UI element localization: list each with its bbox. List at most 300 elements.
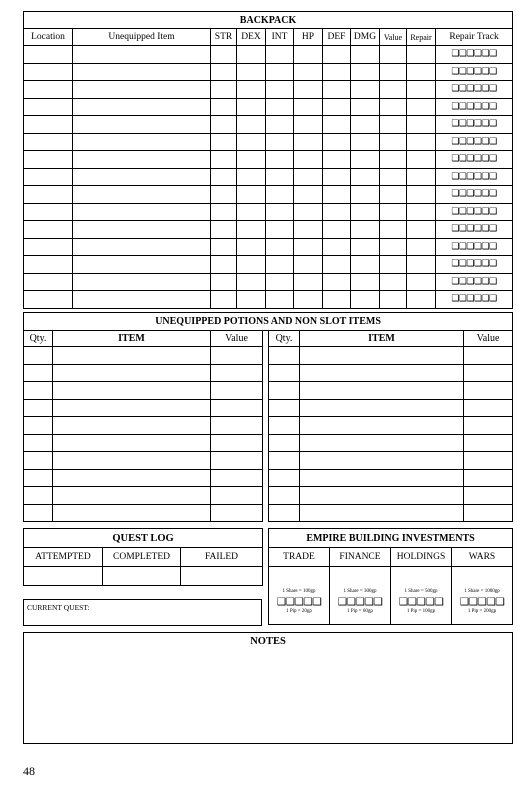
backpack-row	[24, 273, 513, 291]
backpack-cell[interactable]	[24, 256, 73, 274]
backpack-cell[interactable]	[211, 116, 237, 134]
potion-cell[interactable]	[211, 504, 263, 522]
backpack-cell[interactable]	[24, 186, 73, 204]
potion-cell[interactable]	[300, 399, 464, 417]
backpack-row	[24, 133, 513, 151]
potion-row	[24, 399, 513, 417]
backpack-cell[interactable]	[407, 151, 436, 169]
backpack-cell[interactable]	[266, 238, 294, 256]
header-hp: HP	[294, 29, 323, 46]
potion-cell[interactable]	[300, 382, 464, 400]
backpack-cell[interactable]	[211, 238, 237, 256]
backpack-cell[interactable]	[380, 133, 407, 151]
backpack-cell[interactable]	[351, 203, 380, 221]
potion-cell[interactable]	[464, 364, 513, 382]
backpack-cell[interactable]	[380, 151, 407, 169]
backpack-cell[interactable]	[24, 98, 73, 116]
potion-cell[interactable]	[53, 347, 211, 365]
header-item-left: ITEM	[53, 331, 211, 347]
potion-cell[interactable]	[269, 364, 300, 382]
backpack-cell[interactable]	[380, 186, 407, 204]
header-repair: Repair	[407, 29, 436, 46]
backpack-cell[interactable]	[294, 46, 323, 64]
potion-row	[24, 469, 513, 487]
backpack-cell[interactable]	[266, 46, 294, 64]
trade-pip-rate: 1 Pip = 20gp	[286, 609, 312, 614]
backpack-cell[interactable]	[24, 151, 73, 169]
potion-cell[interactable]	[24, 469, 53, 487]
header-wars: WARS	[452, 548, 513, 567]
backpack-cell[interactable]	[266, 63, 294, 81]
backpack-cell[interactable]	[211, 133, 237, 151]
backpack-cell[interactable]	[351, 221, 380, 239]
backpack-cell[interactable]	[266, 81, 294, 99]
backpack-cell[interactable]	[24, 81, 73, 99]
backpack-cell[interactable]	[380, 46, 407, 64]
header-item-right: ITEM	[300, 331, 464, 347]
backpack-cell[interactable]	[24, 273, 73, 291]
backpack-cell[interactable]	[294, 81, 323, 99]
backpack-cell[interactable]	[266, 151, 294, 169]
backpack-cell[interactable]	[323, 273, 351, 291]
backpack-cell[interactable]	[237, 133, 266, 151]
backpack-title: BACKPACK	[24, 12, 513, 29]
potion-cell[interactable]	[24, 382, 53, 400]
backpack-cell[interactable]	[24, 168, 73, 186]
backpack-cell[interactable]	[380, 238, 407, 256]
header-completed: COMPLETED	[103, 548, 181, 567]
backpack-cell[interactable]	[211, 168, 237, 186]
backpack-cell[interactable]	[380, 291, 407, 309]
backpack-cell[interactable]	[24, 203, 73, 221]
potion-cell[interactable]	[53, 434, 211, 452]
backpack-cell[interactable]	[73, 168, 211, 186]
empire-title: EMPIRE BUILDING INVESTMENTS	[269, 529, 513, 548]
finance-share-rate: 1 Share = 300gp	[343, 589, 377, 594]
backpack-cell[interactable]	[323, 63, 351, 81]
potion-cell[interactable]	[24, 417, 53, 435]
repair-track-checkboxes[interactable]: ❑❑❑❑❑❑	[436, 273, 513, 291]
backpack-table	[23, 11, 513, 309]
wars-pip-rate: 1 Pip = 200gp	[467, 609, 497, 614]
backpack-cell[interactable]	[24, 133, 73, 151]
attempted-field[interactable]	[24, 567, 103, 586]
backpack-cell[interactable]	[323, 98, 351, 116]
potion-cell[interactable]	[24, 487, 53, 505]
backpack-cell[interactable]	[380, 203, 407, 221]
holdings-pip-rate: 1 Pip = 100gp	[406, 609, 436, 614]
potion-cell[interactable]	[464, 399, 513, 417]
backpack-cell[interactable]	[266, 98, 294, 116]
potion-cell[interactable]	[211, 434, 263, 452]
backpack-cell[interactable]	[237, 168, 266, 186]
backpack-cell[interactable]	[73, 238, 211, 256]
backpack-cell[interactable]	[407, 133, 436, 151]
backpack-row	[24, 46, 513, 64]
backpack-cell[interactable]	[351, 151, 380, 169]
backpack-cell[interactable]	[351, 98, 380, 116]
header-finance: FINANCE	[330, 548, 391, 567]
backpack-cell[interactable]	[323, 46, 351, 64]
header-trade: TRADE	[269, 548, 330, 567]
backpack-row	[24, 98, 513, 116]
potion-cell[interactable]	[269, 487, 300, 505]
backpack-cell[interactable]	[407, 116, 436, 134]
potion-cell[interactable]	[269, 347, 300, 365]
potion-row	[24, 347, 513, 365]
potion-row	[24, 364, 513, 382]
repair-track-checkboxes[interactable]: ❑❑❑❑❑❑	[436, 221, 513, 239]
quest-log-title: QUEST LOG	[24, 529, 263, 548]
repair-track-checkboxes[interactable]: ❑❑❑❑❑❑	[436, 238, 513, 256]
backpack-cell[interactable]	[24, 63, 73, 81]
repair-track-checkboxes[interactable]: ❑❑❑❑❑❑	[436, 46, 513, 64]
repair-track-checkboxes[interactable]: ❑❑❑❑❑❑	[436, 168, 513, 186]
potion-cell[interactable]	[269, 452, 300, 470]
completed-field[interactable]	[103, 567, 181, 586]
backpack-cell[interactable]	[237, 151, 266, 169]
potion-cell[interactable]	[300, 417, 464, 435]
backpack-cell[interactable]	[24, 291, 73, 309]
backpack-cell[interactable]	[323, 151, 351, 169]
header-qty-right: Qty.	[269, 331, 300, 347]
header-value: Value	[380, 29, 407, 46]
potion-cell[interactable]	[300, 364, 464, 382]
repair-track-checkboxes[interactable]: ❑❑❑❑❑❑	[436, 81, 513, 99]
backpack-cell[interactable]	[73, 186, 211, 204]
backpack-cell[interactable]	[237, 116, 266, 134]
backpack-cell[interactable]	[351, 81, 380, 99]
potion-cell[interactable]	[24, 399, 53, 417]
potion-row	[24, 382, 513, 400]
backpack-cell[interactable]	[237, 221, 266, 239]
potion-cell[interactable]	[464, 434, 513, 452]
backpack-cell[interactable]	[266, 256, 294, 274]
backpack-cell[interactable]	[73, 81, 211, 99]
header-value-left: Value	[211, 331, 263, 347]
repair-track-checkboxes[interactable]: ❑❑❑❑❑❑	[436, 133, 513, 151]
quest-log-table	[23, 528, 263, 586]
backpack-cell[interactable]	[266, 186, 294, 204]
repair-track-checkboxes[interactable]: ❑❑❑❑❑❑	[436, 203, 513, 221]
backpack-cell[interactable]	[407, 238, 436, 256]
potion-cell[interactable]	[464, 469, 513, 487]
backpack-cell[interactable]	[211, 63, 237, 81]
backpack-cell[interactable]	[237, 203, 266, 221]
backpack-cell[interactable]	[211, 151, 237, 169]
repair-track-checkboxes[interactable]: ❑❑❑❑❑❑	[436, 63, 513, 81]
backpack-cell[interactable]	[407, 291, 436, 309]
page-number: 48	[23, 764, 35, 778]
potion-cell[interactable]	[53, 364, 211, 382]
backpack-cell[interactable]	[323, 256, 351, 274]
potion-row	[24, 417, 513, 435]
backpack-cell[interactable]	[407, 168, 436, 186]
backpack-cell[interactable]	[351, 46, 380, 64]
potion-cell[interactable]	[300, 487, 464, 505]
backpack-cell[interactable]	[323, 168, 351, 186]
potion-cell[interactable]	[53, 452, 211, 470]
potion-cell[interactable]	[269, 382, 300, 400]
backpack-cell[interactable]	[294, 151, 323, 169]
backpack-cell[interactable]	[24, 221, 73, 239]
potion-cell[interactable]	[24, 504, 53, 522]
backpack-cell[interactable]	[407, 98, 436, 116]
backpack-cell[interactable]	[73, 98, 211, 116]
empire-investments-table	[268, 528, 513, 625]
backpack-cell[interactable]	[237, 186, 266, 204]
notes-box[interactable]	[23, 632, 513, 744]
backpack-cell[interactable]	[73, 221, 211, 239]
backpack-cell[interactable]	[380, 256, 407, 274]
backpack-cell[interactable]	[24, 116, 73, 134]
backpack-cell[interactable]	[73, 256, 211, 274]
potion-row	[24, 487, 513, 505]
backpack-cell[interactable]	[323, 203, 351, 221]
backpack-cell[interactable]	[323, 221, 351, 239]
notes-title: NOTES	[250, 636, 286, 647]
backpack-cell[interactable]	[380, 81, 407, 99]
backpack-cell[interactable]	[294, 273, 323, 291]
backpack-cell[interactable]	[294, 291, 323, 309]
backpack-cell[interactable]	[211, 81, 237, 99]
holdings-pip-checkboxes[interactable]: ❑❑❑❑❑	[398, 596, 444, 608]
backpack-row	[24, 63, 513, 81]
repair-track-checkboxes[interactable]: ❑❑❑❑❑❑	[436, 256, 513, 274]
backpack-cell[interactable]	[266, 291, 294, 309]
backpack-cell[interactable]	[211, 98, 237, 116]
backpack-cell[interactable]	[294, 116, 323, 134]
potion-cell[interactable]	[300, 434, 464, 452]
backpack-row	[24, 291, 513, 309]
backpack-cell[interactable]	[266, 273, 294, 291]
backpack-cell[interactable]	[237, 46, 266, 64]
backpack-cell[interactable]	[323, 81, 351, 99]
finance-pip-checkboxes[interactable]: ❑❑❑❑❑	[337, 596, 383, 608]
backpack-row	[24, 186, 513, 204]
backpack-cell[interactable]	[407, 81, 436, 99]
backpack-cell[interactable]	[73, 116, 211, 134]
potion-cell[interactable]	[269, 417, 300, 435]
potion-cell[interactable]	[464, 504, 513, 522]
backpack-cell[interactable]	[237, 63, 266, 81]
backpack-cell[interactable]	[294, 238, 323, 256]
trade-share-rate: 1 Share = 100gp	[282, 589, 316, 594]
potion-cell[interactable]	[464, 487, 513, 505]
backpack-cell[interactable]	[351, 273, 380, 291]
backpack-cell[interactable]	[380, 116, 407, 134]
header-attempted: ATTEMPTED	[24, 548, 103, 567]
header-failed: FAILED	[181, 548, 263, 567]
repair-track-checkboxes[interactable]: ❑❑❑❑❑❑	[436, 291, 513, 309]
backpack-cell[interactable]	[237, 256, 266, 274]
potion-cell[interactable]	[464, 382, 513, 400]
backpack-cell[interactable]	[73, 46, 211, 64]
potion-cell[interactable]	[211, 347, 263, 365]
potion-cell[interactable]	[300, 504, 464, 522]
backpack-cell[interactable]	[380, 63, 407, 81]
backpack-cell[interactable]	[323, 116, 351, 134]
backpack-cell[interactable]	[73, 151, 211, 169]
backpack-cell[interactable]	[237, 81, 266, 99]
backpack-cell[interactable]	[407, 63, 436, 81]
backpack-cell[interactable]	[211, 221, 237, 239]
backpack-cell[interactable]	[237, 291, 266, 309]
potion-cell[interactable]	[53, 382, 211, 400]
repair-track-checkboxes[interactable]: ❑❑❑❑❑❑	[436, 151, 513, 169]
potion-cell[interactable]	[53, 504, 211, 522]
potion-cell[interactable]	[24, 434, 53, 452]
backpack-cell[interactable]	[294, 168, 323, 186]
backpack-cell[interactable]	[211, 186, 237, 204]
backpack-cell[interactable]	[294, 133, 323, 151]
backpack-cell[interactable]	[323, 291, 351, 309]
backpack-cell[interactable]	[211, 273, 237, 291]
potion-cell[interactable]	[211, 487, 263, 505]
header-dmg: DMG	[351, 29, 380, 46]
backpack-cell[interactable]	[73, 203, 211, 221]
backpack-cell[interactable]	[407, 256, 436, 274]
header-int: INT	[266, 29, 294, 46]
potion-row	[24, 434, 513, 452]
backpack-cell[interactable]	[73, 63, 211, 81]
trade-pip-checkboxes[interactable]: ❑❑❑❑❑	[276, 596, 322, 608]
potion-cell[interactable]	[211, 399, 263, 417]
backpack-cell[interactable]	[351, 168, 380, 186]
potion-cell[interactable]	[269, 434, 300, 452]
potion-row	[24, 452, 513, 470]
backpack-cell[interactable]	[73, 133, 211, 151]
backpack-cell[interactable]	[266, 116, 294, 134]
backpack-cell[interactable]	[237, 98, 266, 116]
backpack-cell[interactable]	[323, 186, 351, 204]
backpack-cell[interactable]	[407, 273, 436, 291]
backpack-cell[interactable]	[351, 186, 380, 204]
backpack-cell[interactable]	[24, 238, 73, 256]
potion-cell[interactable]	[300, 452, 464, 470]
repair-track-checkboxes[interactable]: ❑❑❑❑❑❑	[436, 116, 513, 134]
header-def: DEF	[323, 29, 351, 46]
potion-cell[interactable]	[53, 399, 211, 417]
backpack-row	[24, 238, 513, 256]
potions-title: UNEQUIPPED POTIONS AND NON SLOT ITEMS	[24, 313, 513, 331]
backpack-row	[24, 256, 513, 274]
backpack-row	[24, 151, 513, 169]
potion-cell[interactable]	[53, 417, 211, 435]
backpack-cell[interactable]	[407, 46, 436, 64]
potion-cell[interactable]	[24, 452, 53, 470]
backpack-cell[interactable]	[266, 133, 294, 151]
backpack-cell[interactable]	[73, 291, 211, 309]
repair-track-checkboxes[interactable]: ❑❑❑❑❑❑	[436, 98, 513, 116]
backpack-cell[interactable]	[351, 63, 380, 81]
potions-table	[23, 312, 513, 522]
backpack-cell[interactable]	[323, 238, 351, 256]
backpack-cell[interactable]	[407, 203, 436, 221]
wars-pip-checkboxes[interactable]: ❑❑❑❑❑	[459, 596, 505, 608]
holdings-share-rate: 1 Share = 500gp	[404, 589, 438, 594]
potion-cell[interactable]	[53, 469, 211, 487]
potion-cell[interactable]	[211, 417, 263, 435]
backpack-cell[interactable]	[237, 273, 266, 291]
potion-cell[interactable]	[269, 399, 300, 417]
header-qty-left: Qty.	[24, 331, 53, 347]
backpack-cell[interactable]	[407, 221, 436, 239]
backpack-cell[interactable]	[294, 186, 323, 204]
potion-cell[interactable]	[24, 347, 53, 365]
backpack-cell[interactable]	[351, 238, 380, 256]
backpack-cell[interactable]	[407, 186, 436, 204]
potion-cell[interactable]	[464, 347, 513, 365]
backpack-cell[interactable]	[294, 63, 323, 81]
potion-cell[interactable]	[211, 452, 263, 470]
potion-cell[interactable]	[211, 364, 263, 382]
backpack-cell[interactable]	[351, 291, 380, 309]
potion-cell[interactable]	[300, 469, 464, 487]
finance-investment-cell	[330, 567, 391, 625]
potion-cell[interactable]	[53, 487, 211, 505]
potion-cell[interactable]	[24, 364, 53, 382]
potion-cell[interactable]	[211, 382, 263, 400]
backpack-cell[interactable]	[211, 203, 237, 221]
header-holdings: HOLDINGS	[391, 548, 452, 567]
backpack-cell[interactable]	[380, 168, 407, 186]
backpack-cell[interactable]	[266, 203, 294, 221]
backpack-row	[24, 116, 513, 134]
backpack-row	[24, 81, 513, 99]
backpack-cell[interactable]	[380, 273, 407, 291]
backpack-cell[interactable]	[294, 256, 323, 274]
backpack-cell[interactable]	[351, 256, 380, 274]
holdings-investment-cell	[391, 567, 452, 625]
backpack-cell[interactable]	[211, 256, 237, 274]
potion-cell[interactable]	[269, 469, 300, 487]
header-value-right: Value	[464, 331, 513, 347]
backpack-cell[interactable]	[211, 291, 237, 309]
backpack-cell[interactable]	[380, 98, 407, 116]
backpack-cell[interactable]	[351, 133, 380, 151]
header-location: Location	[24, 29, 73, 46]
backpack-cell[interactable]	[294, 221, 323, 239]
backpack-cell[interactable]	[351, 116, 380, 134]
current-quest-label: CURRENT QUEST:	[27, 603, 90, 612]
potion-row	[24, 504, 513, 522]
backpack-cell[interactable]	[323, 133, 351, 151]
backpack-cell[interactable]	[294, 98, 323, 116]
backpack-cell[interactable]	[266, 221, 294, 239]
repair-track-checkboxes[interactable]: ❑❑❑❑❑❑	[436, 186, 513, 204]
wars-share-rate: 1 Share = 1000gp	[464, 589, 500, 594]
failed-field[interactable]	[181, 567, 263, 586]
header-str: STR	[211, 29, 237, 46]
backpack-cell[interactable]	[24, 46, 73, 64]
header-repair-track: Repair Track	[436, 29, 513, 46]
potion-cell[interactable]	[464, 452, 513, 470]
backpack-cell[interactable]	[73, 273, 211, 291]
backpack-cell[interactable]	[211, 46, 237, 64]
trade-investment-cell	[269, 567, 330, 625]
backpack-cell[interactable]	[380, 221, 407, 239]
potion-cell[interactable]	[211, 469, 263, 487]
potion-cell[interactable]	[269, 504, 300, 522]
backpack-cell[interactable]	[266, 168, 294, 186]
backpack-cell[interactable]	[294, 203, 323, 221]
potion-cell[interactable]	[300, 347, 464, 365]
current-quest-field[interactable]	[23, 599, 262, 626]
potion-cell[interactable]	[464, 417, 513, 435]
backpack-cell[interactable]	[237, 238, 266, 256]
header-dex: DEX	[237, 29, 266, 46]
